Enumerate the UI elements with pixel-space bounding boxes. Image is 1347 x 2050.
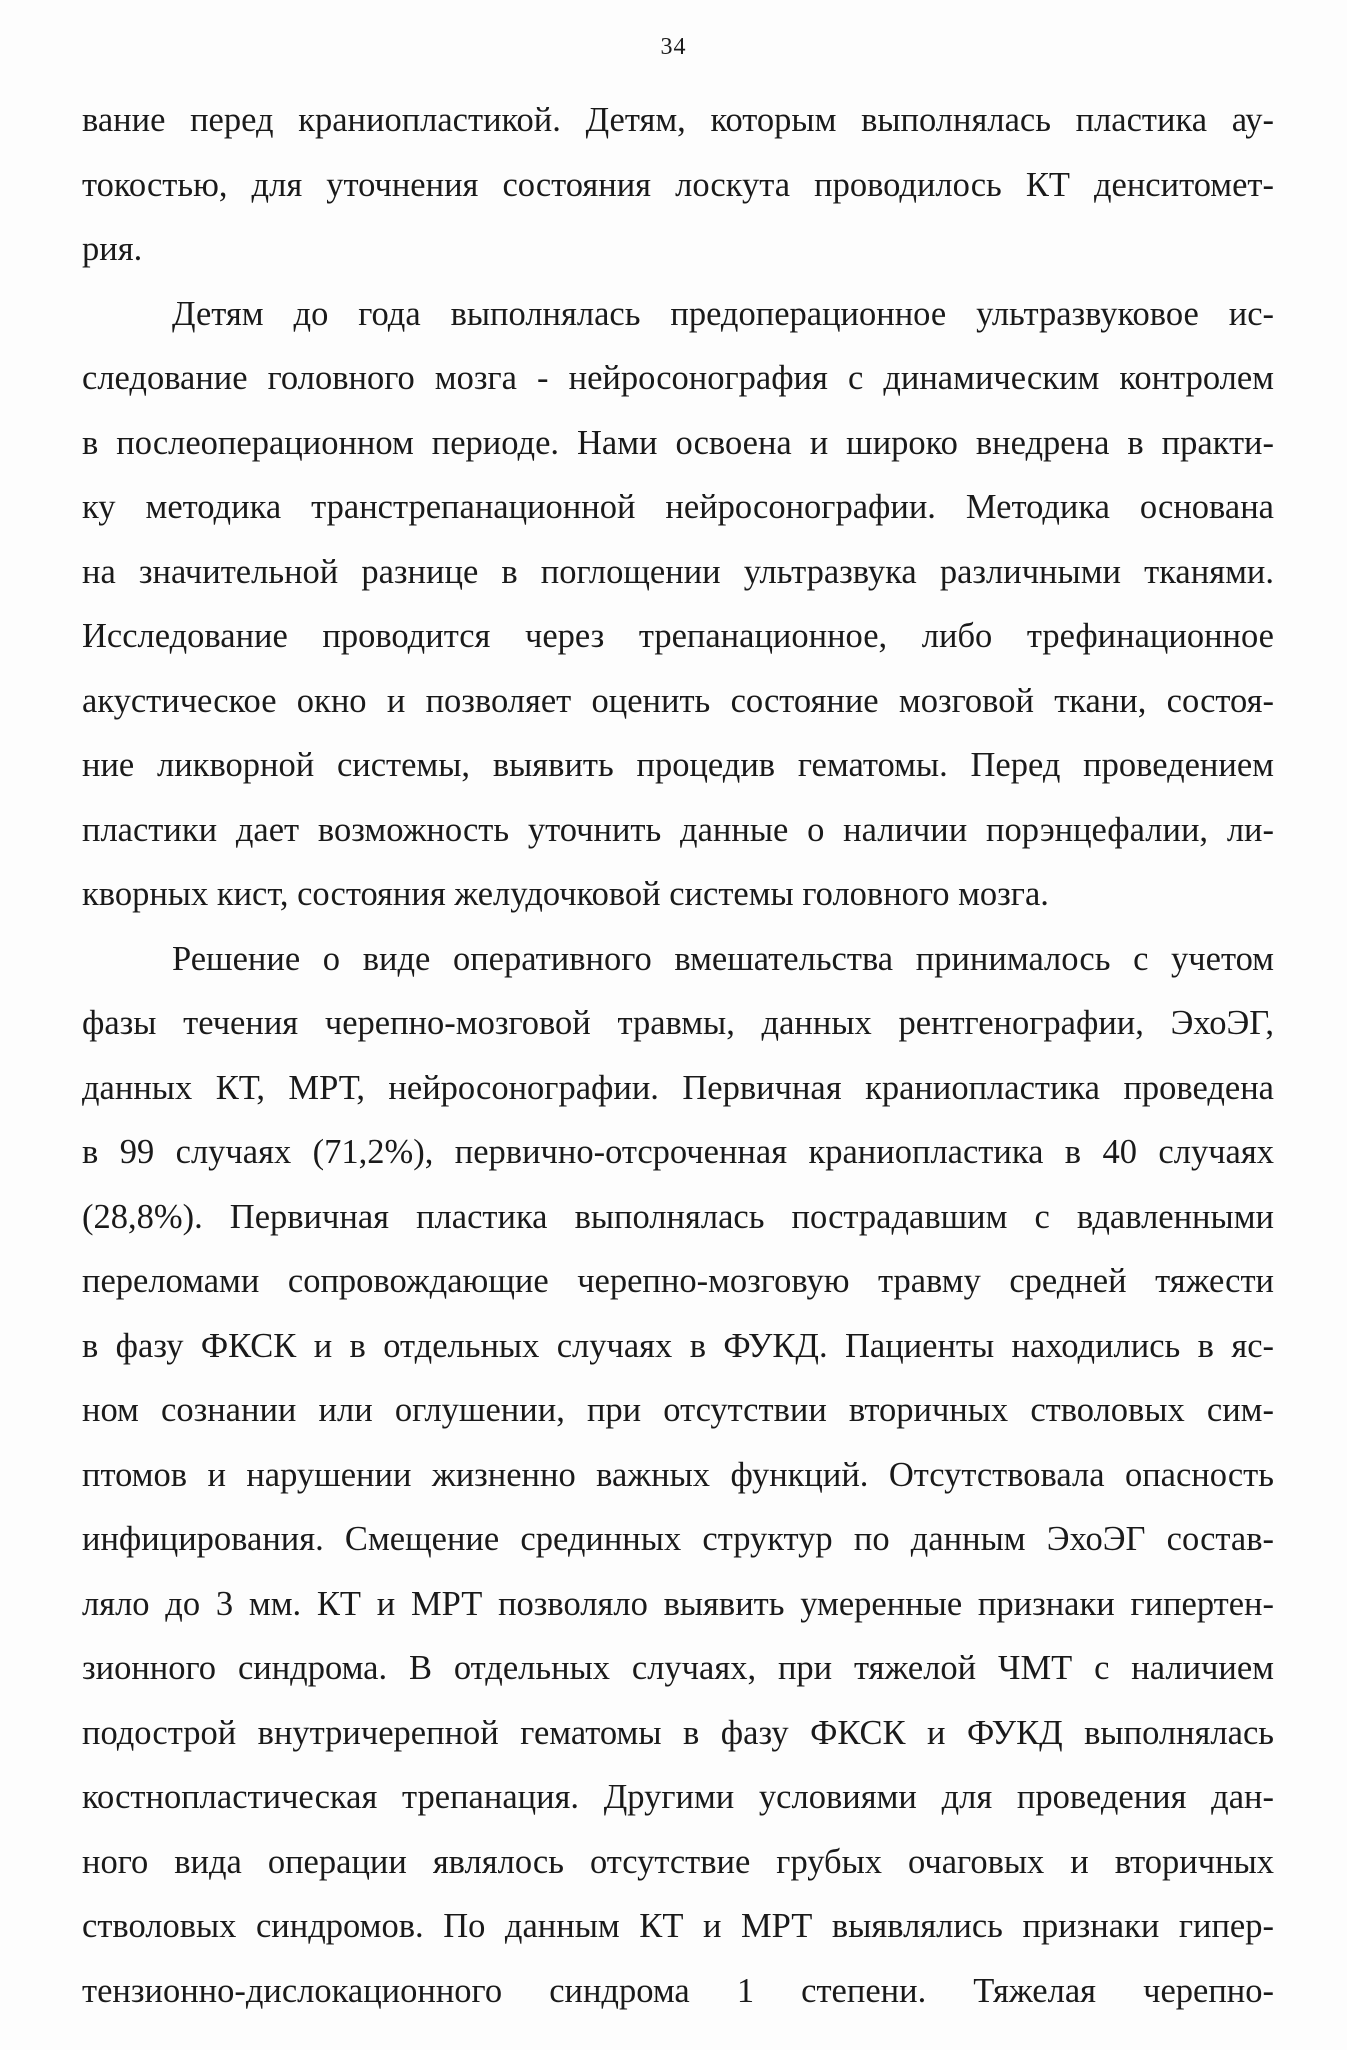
- text-line: фазы течения черепно-мозговой травмы, данных рентгенографии, ЭхоЭГ,: [82, 1004, 1274, 1042]
- text-line: ляло до 3 мм. КТ и МРТ позволяло выявить умеренные признаки гипертен-: [82, 1584, 1274, 1623]
- paragraph-3: [82, 927, 1274, 2024]
- text-line: ние ликворной системы, выявить процедив гематомы. Перед проведением: [82, 746, 1274, 784]
- text-line: (28,8%). Первичная пластика выполнялась пострадавшим с вдавленными: [82, 1197, 1274, 1236]
- text-line: инфицирования. Смещение срединных структур по данным ЭхоЭГ состав-: [82, 1520, 1274, 1558]
- text-line: ном сознании или оглушении, при отсутствии вторичных стволовых сим-: [82, 1391, 1274, 1429]
- text-line: в 99 случаях (71,2%), первично-отсроченная краниопластика в 40 случаях: [82, 1133, 1274, 1171]
- text-line: следование головного мозга - нейросонография с динамическим контролем: [82, 359, 1274, 397]
- text-line: на значительной разнице в поглощении ультразвука различными тканями.: [82, 552, 1274, 591]
- text-line: рия.: [82, 230, 143, 268]
- text-line: зионного синдрома. В отдельных случаях, при тяжелой ЧМТ с наличием: [82, 1649, 1274, 1687]
- paragraph-2: [82, 282, 1274, 927]
- paragraph-1: [82, 88, 1274, 282]
- text-line: в фазу ФКСК и в отдельных случаях в ФУКД. Пациенты находились в яс-: [82, 1326, 1274, 1365]
- text-line: Детям до года выполнялась предоперационное ультразвуковое ис-: [172, 294, 1274, 333]
- text-line: токостью, для уточнения состояния лоскута проводилось КТ денситомет-: [82, 165, 1274, 204]
- text-line: Исследование проводится через трепанационное, либо трефинационное: [82, 617, 1274, 655]
- text-line: переломами сопровождающие черепно-мозговую травму средней тяжести: [82, 1262, 1274, 1300]
- text-line: ку методика транстрепанационной нейросонографии. Методика основана: [82, 488, 1274, 526]
- text-line: птомов и нарушении жизненно важных функций. Отсутствовала опасность: [82, 1455, 1274, 1494]
- text-line: кворных кист, состояния желудочковой системы головного мозга.: [82, 875, 1049, 913]
- text-line: в послеоперационном периоде. Нами освоена и широко внедрена в практи-: [82, 423, 1274, 462]
- text-line: Решение о виде оперативного вмешательства принималось с учетом: [172, 939, 1274, 978]
- text-line: пластики дает возможность уточнить данные о наличии порэнцефалии, ли-: [82, 810, 1274, 849]
- text-line: тензионно-дислокационного синдрома 1 степени. Тяжелая черепно-: [82, 1971, 1274, 2010]
- text-line: подострой внутричерепной гематомы в фазу ФКСК и ФУКД выполнялась: [82, 1713, 1274, 1752]
- text-line: костнопластическая трепанация. Другими условиями для проведения дан-: [82, 1778, 1274, 1816]
- body-text: [82, 88, 1274, 2023]
- text-line: вание перед краниопластикой. Детям, которым выполнялась пластика ау-: [82, 101, 1274, 139]
- text-line: акустическое окно и позволяет оценить состояние мозговой ткани, состоя-: [82, 681, 1274, 720]
- page-number: 34: [660, 34, 687, 60]
- text-line: ного вида операции являлось отсутствие грубых очаговых и вторичных: [82, 1842, 1274, 1881]
- text-line: данных КТ, МРТ, нейросонографии. Первичная краниопластика проведена: [82, 1068, 1274, 1107]
- text-line: стволовых синдромов. По данным КТ и МРТ выявлялись признаки гипер-: [82, 1907, 1274, 1945]
